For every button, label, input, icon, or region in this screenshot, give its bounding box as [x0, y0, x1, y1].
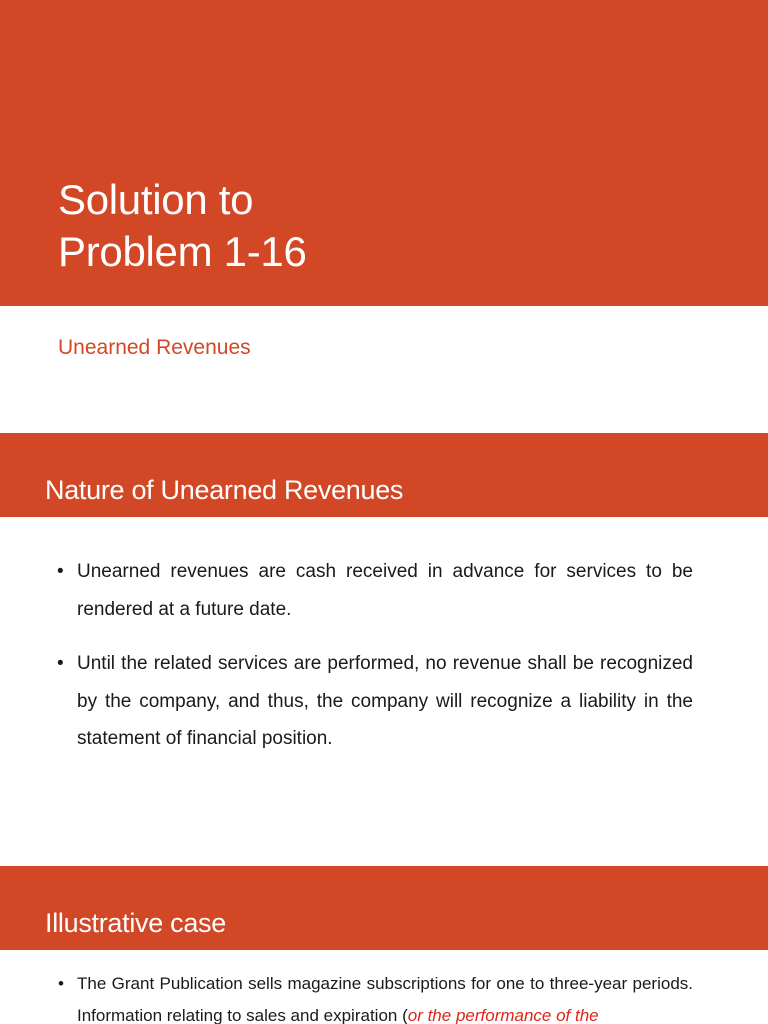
bullet-text: The Grant Publication sells magazine subscriptions for one to three-year periods. Information relating to sales and expiration ( — [77, 974, 693, 1024]
bullet-icon: • — [57, 653, 64, 674]
slide-title-line-2: Problem 1-16 — [58, 228, 307, 275]
nature-section-heading: Nature of Unearned Revenues — [45, 475, 404, 505]
highlighted-text: or the performance of the — [407, 1006, 599, 1024]
slide-title-line-1: Solution to — [58, 176, 254, 223]
list-item — [58, 968, 693, 1024]
slide-title — [58, 174, 307, 278]
case-bullet-list — [0, 968, 768, 1024]
title-banner — [0, 0, 768, 306]
list-item — [57, 645, 693, 758]
bullet-icon: • — [57, 561, 64, 582]
bullet-text: Until the related services are performed, no revenue shall be recognized by the company, and thus, the company will recognize a liability in the statement of financial position. — [77, 653, 693, 749]
bullet-text: Unearned revenues are cash received in advance for services to be rendered at a future date. — [77, 561, 693, 620]
nature-bullet-list — [0, 553, 768, 758]
case-section-banner — [0, 866, 768, 950]
slide-subtitle: Unearned Revenues — [58, 336, 251, 359]
nature-section-banner — [0, 433, 768, 517]
bullet-icon: • — [58, 974, 64, 993]
list-item — [57, 553, 693, 628]
case-section-heading: Illustrative case — [45, 908, 226, 938]
